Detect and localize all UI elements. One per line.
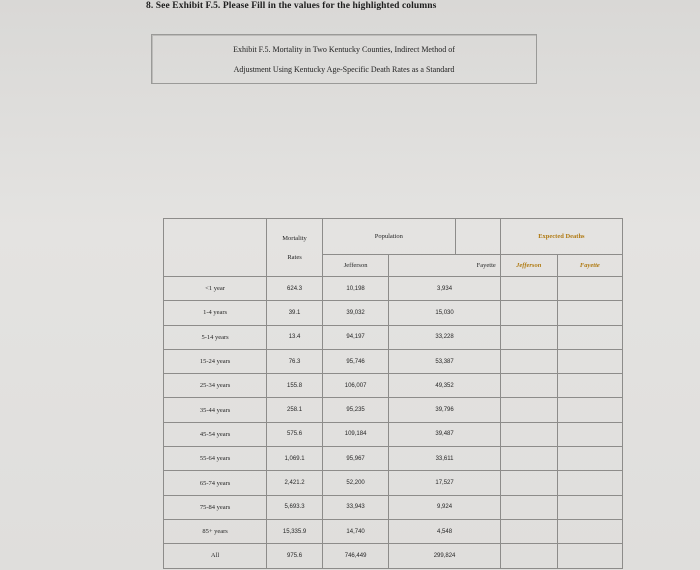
population-jefferson-cell: 14,740: [322, 519, 388, 543]
expected-fayette-cell[interactable]: [557, 301, 622, 325]
expected-fayette-cell[interactable]: [557, 422, 622, 446]
age-group-cell: 45-54 years: [164, 422, 267, 446]
mortality-rate-cell: 155.8: [267, 374, 323, 398]
blank-header: [455, 219, 500, 255]
age-group-cell: 65-74 years: [164, 471, 267, 495]
mortality-rate-cell: 76.3: [267, 349, 323, 373]
table-row: [164, 519, 623, 543]
population-fayette-cell: 9,924: [389, 495, 500, 519]
population-jefferson-header: Jefferson: [322, 255, 388, 277]
population-jefferson-cell: 746,449: [322, 544, 388, 568]
expected-jefferson-cell[interactable]: [500, 422, 557, 446]
expected-jefferson-cell[interactable]: [500, 398, 557, 422]
expected-jefferson-cell[interactable]: [500, 519, 557, 543]
population-jefferson-cell: 94,197: [322, 325, 388, 349]
population-fayette-cell: 4,548: [389, 519, 500, 543]
table-row: [164, 349, 623, 373]
expected-jefferson-cell[interactable]: [500, 301, 557, 325]
expected-fayette-cell[interactable]: [557, 374, 622, 398]
population-fayette-cell: 33,611: [389, 447, 500, 471]
population-jefferson-cell: 52,200: [322, 471, 388, 495]
mortality-rate-cell: 975.6: [267, 544, 323, 568]
expected-fayette-cell[interactable]: [557, 349, 622, 373]
expected-jefferson-cell[interactable]: [500, 471, 557, 495]
expected-jefferson-cell[interactable]: [500, 325, 557, 349]
population-fayette-cell: 49,352: [389, 374, 500, 398]
mortality-rate-cell: 13.4: [267, 325, 323, 349]
age-group-cell: 85+ years: [164, 519, 267, 543]
expected-deaths-header: Expected Deaths: [500, 219, 622, 255]
population-jefferson-cell: 106,007: [322, 374, 388, 398]
age-group-cell: 1-4 years: [164, 301, 267, 325]
mortality-rate-cell: 15,335.9: [267, 519, 323, 543]
population-jefferson-cell: 10,198: [322, 277, 388, 301]
expected-jefferson-cell[interactable]: [500, 349, 557, 373]
population-fayette-cell: 17,527: [389, 471, 500, 495]
mortality-table: [163, 218, 623, 563]
expected-jefferson-cell[interactable]: [500, 374, 557, 398]
table-row: [164, 301, 623, 325]
expected-fayette-cell[interactable]: [557, 277, 622, 301]
age-group-cell: 55-64 years: [164, 447, 267, 471]
population-jefferson-cell: 95,235: [322, 398, 388, 422]
population-jefferson-cell: 95,746: [322, 349, 388, 373]
age-group-cell: All: [164, 544, 267, 568]
expected-jefferson-header: Jefferson: [500, 255, 557, 277]
population-jefferson-cell: 95,967: [322, 447, 388, 471]
expected-jefferson-cell[interactable]: [500, 277, 557, 301]
table-row: [164, 447, 623, 471]
mortality-rate-cell: 624.3: [267, 277, 323, 301]
age-group-cell: 5-14 years: [164, 325, 267, 349]
exhibit-title-line-2: Adjustment Using Kentucky Age-Specific Death Rates as a Standard: [233, 65, 455, 74]
population-fayette-cell: 15,030: [389, 301, 500, 325]
population-fayette-cell: 39,796: [389, 398, 500, 422]
rates-label: Rates: [287, 253, 302, 261]
mortality-rate-cell: 1,069.1: [267, 447, 323, 471]
expected-jefferson-cell[interactable]: [500, 495, 557, 519]
question-text: 8. See Exhibit F.5. Please Fill in the values for the highlighted columns: [146, 1, 437, 11]
mortality-rate-cell: 2,421.2: [267, 471, 323, 495]
mortality-rate-cell: 39.1: [267, 301, 323, 325]
expected-fayette-cell[interactable]: [557, 471, 622, 495]
age-group-cell: 35-44 years: [164, 398, 267, 422]
table-row: [164, 471, 623, 495]
table-row: [164, 277, 623, 301]
population-jefferson-cell: 39,032: [322, 301, 388, 325]
expected-fayette-cell[interactable]: [557, 447, 622, 471]
population-fayette-cell: 299,824: [389, 544, 500, 568]
population-jefferson-cell: 33,943: [322, 495, 388, 519]
population-fayette-cell: 39,487: [389, 422, 500, 446]
mortality-label: Mortality: [282, 234, 307, 242]
age-group-cell: 25-34 years: [164, 374, 267, 398]
exhibit-title-box: [151, 34, 537, 84]
population-fayette-cell: 53,387: [389, 349, 500, 373]
population-header: Population: [322, 219, 455, 255]
table-row: [164, 495, 623, 519]
age-group-cell: <1 year: [164, 277, 267, 301]
age-group-header: [164, 219, 267, 277]
expected-fayette-cell[interactable]: [557, 495, 622, 519]
table-row: [164, 325, 623, 349]
table-row: [164, 544, 623, 568]
age-group-cell: 15-24 years: [164, 349, 267, 373]
mortality-rate-cell: 575.6: [267, 422, 323, 446]
table-row: [164, 374, 623, 398]
expected-jefferson-cell[interactable]: [500, 447, 557, 471]
expected-jefferson-cell[interactable]: [500, 544, 557, 568]
mortality-rate-cell: 5,693.3: [267, 495, 323, 519]
expected-fayette-header: Fayette: [557, 255, 622, 277]
exhibit-title-line-1: Exhibit F.5. Mortality in Two Kentucky Counties, Indirect Method of: [233, 45, 455, 54]
expected-fayette-cell[interactable]: [557, 544, 622, 568]
expected-fayette-cell[interactable]: [557, 325, 622, 349]
mortality-rates-header: [267, 219, 323, 277]
population-fayette-cell: 33,228: [389, 325, 500, 349]
table-row: [164, 422, 623, 446]
age-group-cell: 75-84 years: [164, 495, 267, 519]
table-row: [164, 398, 623, 422]
population-fayette-header: Fayette: [389, 255, 500, 277]
expected-fayette-cell[interactable]: [557, 519, 622, 543]
population-jefferson-cell: 109,184: [322, 422, 388, 446]
population-fayette-cell: 3,934: [389, 277, 500, 301]
mortality-rate-cell: 258.1: [267, 398, 323, 422]
expected-fayette-cell[interactable]: [557, 398, 622, 422]
